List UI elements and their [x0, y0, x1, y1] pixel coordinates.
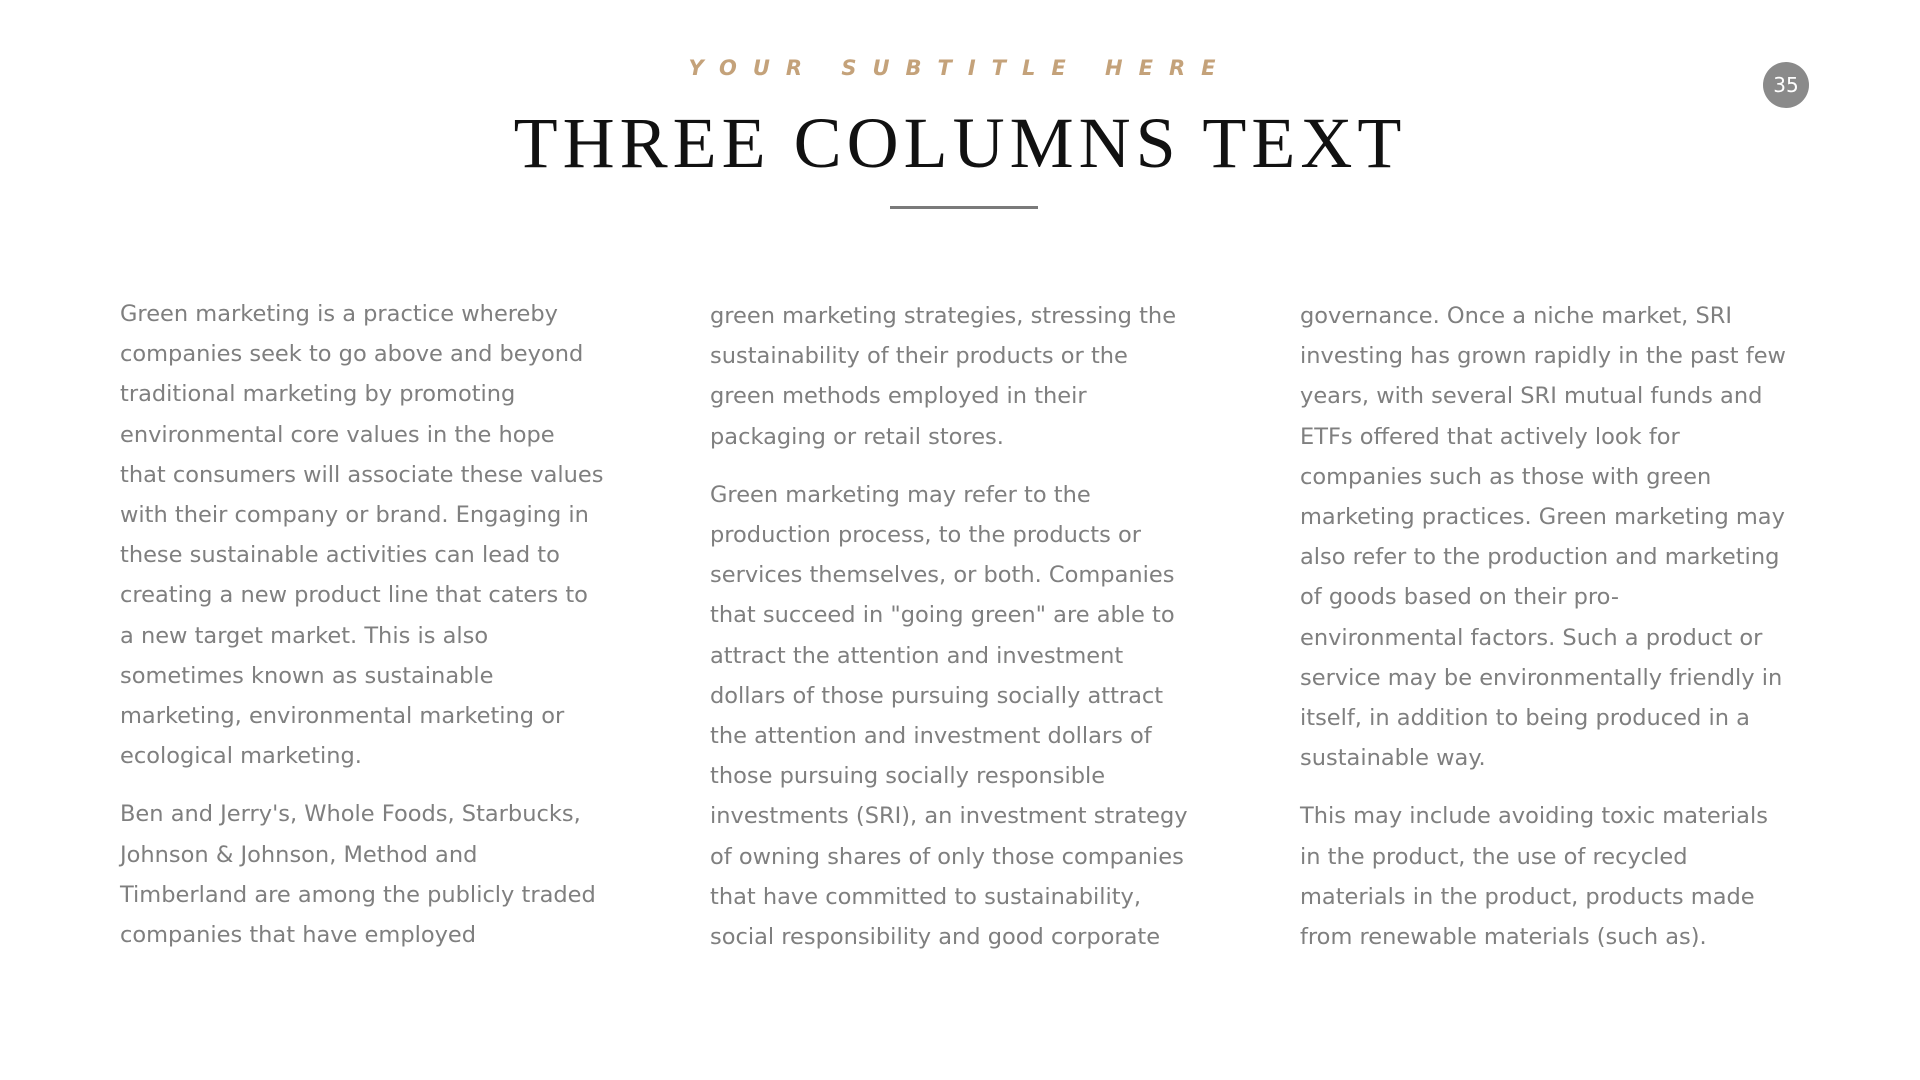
- text-column-1: [120, 294, 640, 973]
- text-column-3: [1300, 296, 1820, 975]
- column-1-paragraph-1: Green marketing is a practice whereby companies seek to go above and beyond traditional marketing by promoting environmental core values in the hope that consumers will associate these values with their company or brand. Engaging in these sustainable activities can lead to creating a new product line that caters to a new target market. This is also sometimes known as sustainable marketing, environmental marketing or ecological marketing.: [120, 301, 604, 770]
- text-column-2: [710, 296, 1230, 975]
- column-3-paragraph-2: This may include avoiding toxic materials in the product, the use of recycled materials in the product, products made from renewable materials (such as).: [1300, 803, 1768, 951]
- column-2-paragraph-2: Green marketing may refer to the production process, to the products or services themselves, or both. Companies that succeed in "going green" are able to attract the attention and investment dollars of those pursuing socially attract the attention and investment dollars of those pursuing socially responsible investments (SRI), an investment strategy of owning shares of only those companies that have committed to sustainability, social responsibility and good corporate: [710, 481, 1188, 951]
- title-divider: [890, 206, 1038, 209]
- column-1-paragraph-2: Ben and Jerry's, Whole Foods, Starbucks, Johnson & Johnson, Method and Timberland are among the publicly traded companies that have employed: [120, 801, 596, 949]
- slide-title: THREE COLUMNS TEXT: [513, 103, 1407, 183]
- column-2-paragraph-1: green marketing strategies, stressing the sustainability of their products or the green methods employed in their packaging or retail stores.: [710, 303, 1177, 450]
- column-3-paragraph-1: governance. Once a niche market, SRI investing has grown rapidly in the past few years, with several SRI mutual funds and ETFs offered that actively look for companies such as those with green marketing practices. Green marketing may also refer to the production and marketing of goods based on their pro- environmental factors. Such a product or service may be environmentally friendly in itself, in addition to being produced in a sustainable way.: [1300, 303, 1786, 772]
- slide-subtitle: YOUR SUBTITLE HERE: [688, 56, 1232, 80]
- page-number-badge: 35: [1763, 62, 1809, 108]
